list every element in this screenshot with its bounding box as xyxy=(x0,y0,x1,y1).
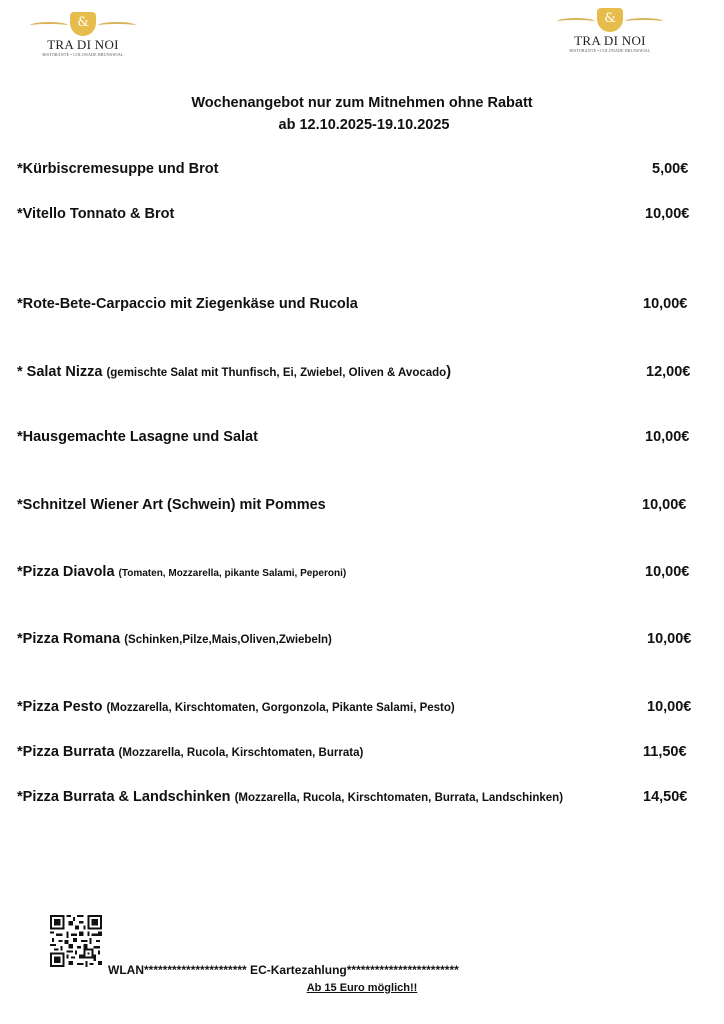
ornament-right-icon xyxy=(98,22,136,29)
menu-item xyxy=(17,789,724,811)
item-name: *Hausgemachte Lasagne und Salat xyxy=(17,429,258,445)
page-title xyxy=(0,92,724,136)
brand-name: TRA DI NOI xyxy=(574,33,646,48)
ornament-left-icon xyxy=(557,18,595,25)
item-price: 10,00€ xyxy=(642,497,687,513)
item-price: 10,00€ xyxy=(647,699,692,715)
ornament-right-icon xyxy=(625,18,663,25)
item-name: *Schnitzel Wiener Art (Schwein) mit Pommes xyxy=(17,497,326,513)
minimum-amount-note: Ab 15 Euro möglich!! xyxy=(306,982,418,994)
item-description: (Mozzarella, Rucola, Kirschtomaten, Burrata, Landschinken) xyxy=(234,792,564,804)
footer-minimum-note xyxy=(0,982,724,994)
item-price: 5,00€ xyxy=(652,161,689,177)
item-description: (Tomaten, Mozzarella, pikante Salami, Peperoni) xyxy=(118,568,347,579)
item-description: (Mozzarella, Rucola, Kirschtomaten, Burrata) xyxy=(118,747,364,759)
menu-item xyxy=(17,206,724,228)
item-description: (Schinken,Pilze,Mais,Oliven,Zwiebeln) xyxy=(124,634,332,646)
item-description: (Mozzarella, Kirschtomaten, Gorgonzola, Pikante Salami, Pesto) xyxy=(106,702,455,714)
item-name: *Kürbiscremesuppe und Brot xyxy=(17,161,219,177)
footer-payment-info: WLAN********************** EC-Kartezahlung************************ xyxy=(108,963,459,977)
item-description-end: ) xyxy=(446,364,452,380)
menu-item xyxy=(17,296,724,318)
menu-item xyxy=(17,744,724,766)
qr-code-icon[interactable] xyxy=(50,915,102,967)
item-name: * Salat Nizza xyxy=(17,364,103,380)
item-price: 10,00€ xyxy=(647,631,692,647)
item-price: 10,00€ xyxy=(645,206,690,222)
item-name: *Pizza Pesto xyxy=(17,699,103,715)
menu-item xyxy=(17,364,724,386)
item-price: 10,00€ xyxy=(645,564,690,580)
menu-item xyxy=(17,699,724,721)
logo-left xyxy=(28,12,138,62)
brand-tagline: RISTORANTE • COLONADE BRUNSWIAL xyxy=(42,52,124,57)
item-description: (gemischte Salat mit Thunfisch, Ei, Zwiebel, Oliven & Avocado xyxy=(106,367,447,379)
item-price: 12,00€ xyxy=(646,364,691,380)
item-name: *Pizza Burrata xyxy=(17,744,115,760)
item-name: *Pizza Diavola xyxy=(17,564,115,580)
item-price: 11,50€ xyxy=(643,744,687,760)
offer-date-range: ab 12.10.2025-19.10.2025 xyxy=(278,117,450,133)
item-price: 10,00€ xyxy=(645,429,690,445)
item-price: 14,50€ xyxy=(643,789,688,805)
item-name: *Pizza Romana xyxy=(17,631,121,647)
shield-icon: & xyxy=(597,8,623,32)
shield-icon: & xyxy=(70,12,96,36)
menu-item xyxy=(17,161,724,183)
item-price: 10,00€ xyxy=(643,296,688,312)
brand-name: TRA DI NOI xyxy=(47,37,119,52)
logo-right xyxy=(555,8,665,58)
crest-icon xyxy=(28,12,138,36)
menu-item xyxy=(17,497,724,519)
menu-item xyxy=(17,564,724,586)
menu-item xyxy=(17,631,724,653)
crest-icon xyxy=(555,8,665,32)
item-name: *Rote-Bete-Carpaccio mit Ziegenkäse und Rucola xyxy=(17,296,358,312)
brand-tagline: RISTORANTE • COLONADE BRUNSWIAL xyxy=(569,48,651,53)
offer-title: Wochenangebot nur zum Mitnehmen ohne Rabatt xyxy=(191,95,533,111)
item-name: *Vitello Tonnato & Brot xyxy=(17,206,175,222)
item-name: *Pizza Burrata & Landschinken xyxy=(17,789,231,805)
menu-item xyxy=(17,429,724,451)
ornament-left-icon xyxy=(30,22,68,29)
